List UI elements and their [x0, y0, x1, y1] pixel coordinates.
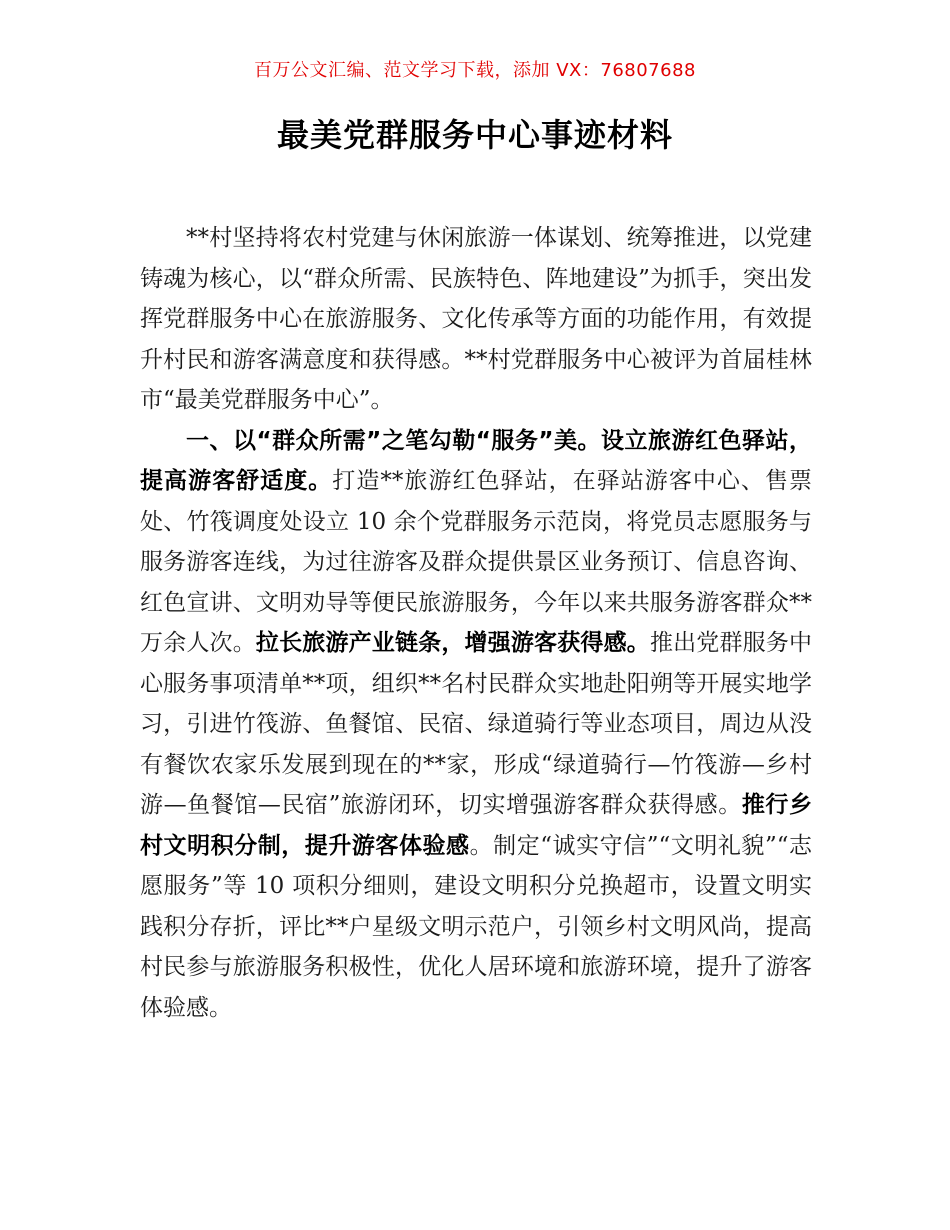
section-1-heading: 一、以“群众所需”之笔勾勒“服务”美。 — [186, 427, 601, 454]
document-title: 最美党群服务中心事迹材料 — [276, 116, 673, 154]
point-1-heading: 设立旅游红色驿站，提高游客舒适度。 — [140, 427, 813, 494]
point-3-text: 。制定“诚实守信”“文明礼貌”“志愿服务”等 10 项积分细则，建设文明积分兑换超市，设置文明实践积分存折，评比**户星级文明示范户，引领乡村文明风尚，提高村民参与旅游服务积极性，优化人居环境和旅游环境，提升了游客体验感。 — [140, 832, 813, 1021]
point-2-text: 推出党群服务中心服务事项清单**项，组织**名村民群众实地赴阳朔等开展实地学习，引进竹筏游、鱼餐馆、民宿、绿道骑行等业态项目，周边从没有餐饮农家乐发展到现在的**家，形成“绿道骑行—竹筏游—乡村游—鱼餐馆—民宿”旅游闭环，切实增强游客群众获得感。 — [140, 630, 813, 818]
point-3-heading: 推行乡村文明积分制，提升游客体验感 — [140, 792, 813, 859]
document-body — [140, 218, 812, 1028]
watermark-header: 百万公文汇编、范文学习下载，添加 VX：76807688 — [254, 60, 696, 81]
point-2-heading: 拉长旅游产业链条，增强游客获得感。 — [255, 630, 650, 656]
section-1-paragraph — [140, 421, 812, 1029]
intro-paragraph: **村坚持将农村党建与休闲旅游一体谋划、统筹推进，以党建铸魂为核心，以“群众所需、民族特色、阵地建设”为抓手，突出发挥党群服务中心在旅游服务、文化传承等方面的功能作用，有效提升村民和游客满意度和获得感。**村党群服务中心被评为首届桂林市“最美党群服务中心”。 — [140, 225, 812, 413]
point-1-text: 打造**旅游红色驿站，在驿站游客中心、售票处、竹筏调度处设立 10 余个党群服务示范岗，将党员志愿服务与服务游客连线，为过往游客及群众提供景区业务预订、信息咨询、红色宣讲、文明劝导等便民旅游服务，今年以来共服务游客群众**万余人次。 — [140, 468, 813, 656]
